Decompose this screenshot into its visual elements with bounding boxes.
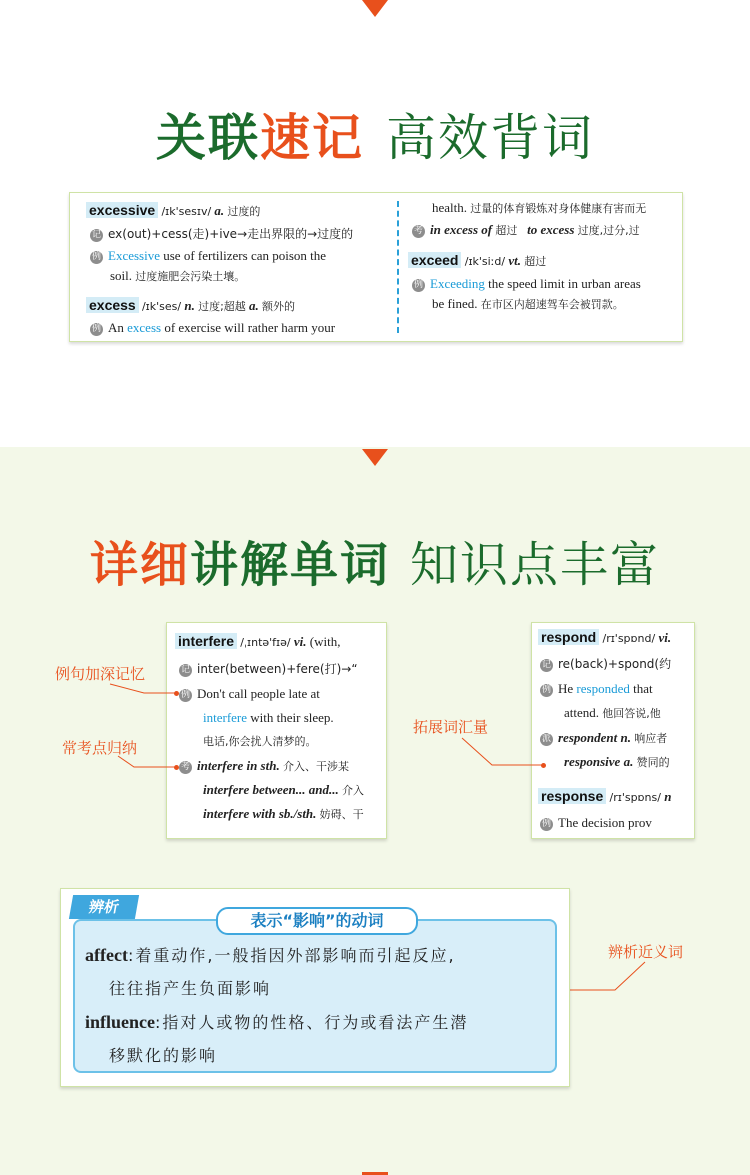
headword-respond: respond: [538, 629, 599, 645]
respond-mnemonic: 记 re(back)+spond(约: [541, 657, 672, 671]
influence-definition-line2: 移默化的影响: [109, 1046, 218, 1065]
word-influence: influence: [85, 1012, 155, 1032]
excess-example: 例 An excess of exercise will rather harm your: [91, 320, 336, 335]
excessive-mnemonic: 记 ex(out)+cess(走)+ive→走出界限的→过度的: [91, 227, 354, 241]
synonym-analysis-box: [73, 919, 557, 1073]
headword-excessive: excessive: [86, 202, 158, 218]
li-badge-icon: 例: [541, 819, 551, 829]
headword-exceed: exceed: [408, 252, 461, 268]
interfere-phrase-1: 考 interfere in sth. 介入、干涉某: [180, 758, 349, 773]
li-badge-icon: 例: [91, 252, 101, 262]
callout-dot: [541, 763, 546, 768]
headline-part2: 速记: [260, 109, 364, 167]
headline-part3: 高效背词: [386, 109, 594, 167]
kao-badge-icon: 考: [180, 762, 190, 772]
interfere-example: 例 Don't call people late at: [180, 686, 320, 701]
ji-badge-icon: 记: [91, 230, 101, 240]
interfere-example-line2: interfere with their sleep.: [203, 710, 334, 725]
headline2-part3: 知识点丰富: [410, 537, 661, 593]
word-affect: affect: [85, 945, 128, 965]
respond-example-line2: attend. 他回答说,他: [564, 705, 661, 720]
excessive-entry: excessive /ɪk'sesɪv/ a. 过度的: [86, 202, 260, 219]
callout-example-memory: 例句加深记忆: [55, 665, 146, 683]
leader-line-example: [110, 684, 176, 693]
bianxi-title: 表示“影响”的动词: [216, 907, 418, 935]
exceed-example: 例 Exceeding the speed limit in urban areas: [413, 276, 641, 291]
response-entry: response /rɪ'spɒns/ n: [538, 788, 671, 805]
callout-dot: [174, 691, 179, 696]
affect-definition-line1: affect:着重动作,一般指因外部影响而引起反应,: [85, 945, 456, 965]
respond-derivative-1: 派 respondent n. 响应者: [541, 730, 668, 745]
li-badge-icon: 例: [413, 280, 423, 290]
respond-example: 例 He responded that: [541, 681, 653, 696]
interfere-phrase-2: interfere between... and... 介入: [203, 782, 365, 797]
exceed-example-line2: be fined. 在市区内超速驾车会被罚款。: [432, 296, 624, 311]
leader-line-synonyms: [567, 962, 645, 990]
callout-synonym-analysis: 辨析近义词: [608, 943, 684, 961]
interfere-mnemonic: 记 inter(between)+fere(打)→“: [180, 662, 358, 676]
respond-derivative-2: responsive a. 赞同的: [564, 754, 670, 769]
headword-excess: excess: [86, 297, 139, 313]
callout-exam-points: 常考点归纳: [62, 739, 138, 757]
excess-example-continued: health. 过量的体育锻炼对身体健康有害而无: [432, 200, 647, 215]
ji-badge-icon: 记: [541, 660, 551, 670]
excessive-example: 例 Excessive use of fertilizers can poison the: [91, 248, 327, 263]
headline-part1: 关联: [156, 109, 260, 167]
headword-interfere: interfere: [175, 633, 237, 649]
li-badge-icon: 例: [91, 324, 101, 334]
affect-definition-line2: 往往指产生负面影响: [109, 979, 272, 998]
excessive-example-line2: soil. 过度施肥会污染土壤。: [110, 268, 246, 283]
influence-definition-line1: influence:指对人或物的性格、行为或看法产生潜: [85, 1012, 469, 1032]
interfere-example-line3: 电话,你会扰人清梦的。: [203, 735, 317, 748]
callout-dot: [174, 765, 179, 770]
excess-phrases: 考 in excess of 超过 to excess 过度,过分,过: [413, 222, 640, 237]
synonym-analysis-panel: [60, 888, 570, 1087]
headword-response: response: [538, 788, 606, 804]
interfere-entry: interfere /ˌɪntə'fɪə/ vi. (with,: [175, 633, 340, 650]
leader-line-vocabulary: [462, 738, 543, 765]
interfere-phrase-3: interfere with sb./sth. 妨碍、干: [203, 806, 364, 821]
li-badge-icon: 例: [180, 690, 190, 700]
pai-badge-icon: 派: [541, 734, 551, 744]
kao-badge-icon: 考: [413, 226, 423, 236]
callout-expand-vocabulary: 拓展词汇量: [413, 718, 489, 736]
headline2-part2: 讲解单词: [189, 537, 390, 593]
bianxi-tag: 辨析: [69, 895, 139, 919]
ji-badge-icon: 记: [180, 665, 190, 675]
respond-entry: respond /rɪ'spɒnd/ vi.: [538, 629, 671, 646]
excess-entry: excess /ɪk'ses/ n. 过度;超越 a. 额外的: [86, 297, 295, 314]
headline2-part1: 详细: [89, 537, 190, 593]
exceed-entry: exceed /ɪk'siːd/ vt. 超过: [408, 252, 546, 269]
response-example: 例 The decision prov: [541, 815, 652, 830]
li-badge-icon: 例: [541, 685, 551, 695]
